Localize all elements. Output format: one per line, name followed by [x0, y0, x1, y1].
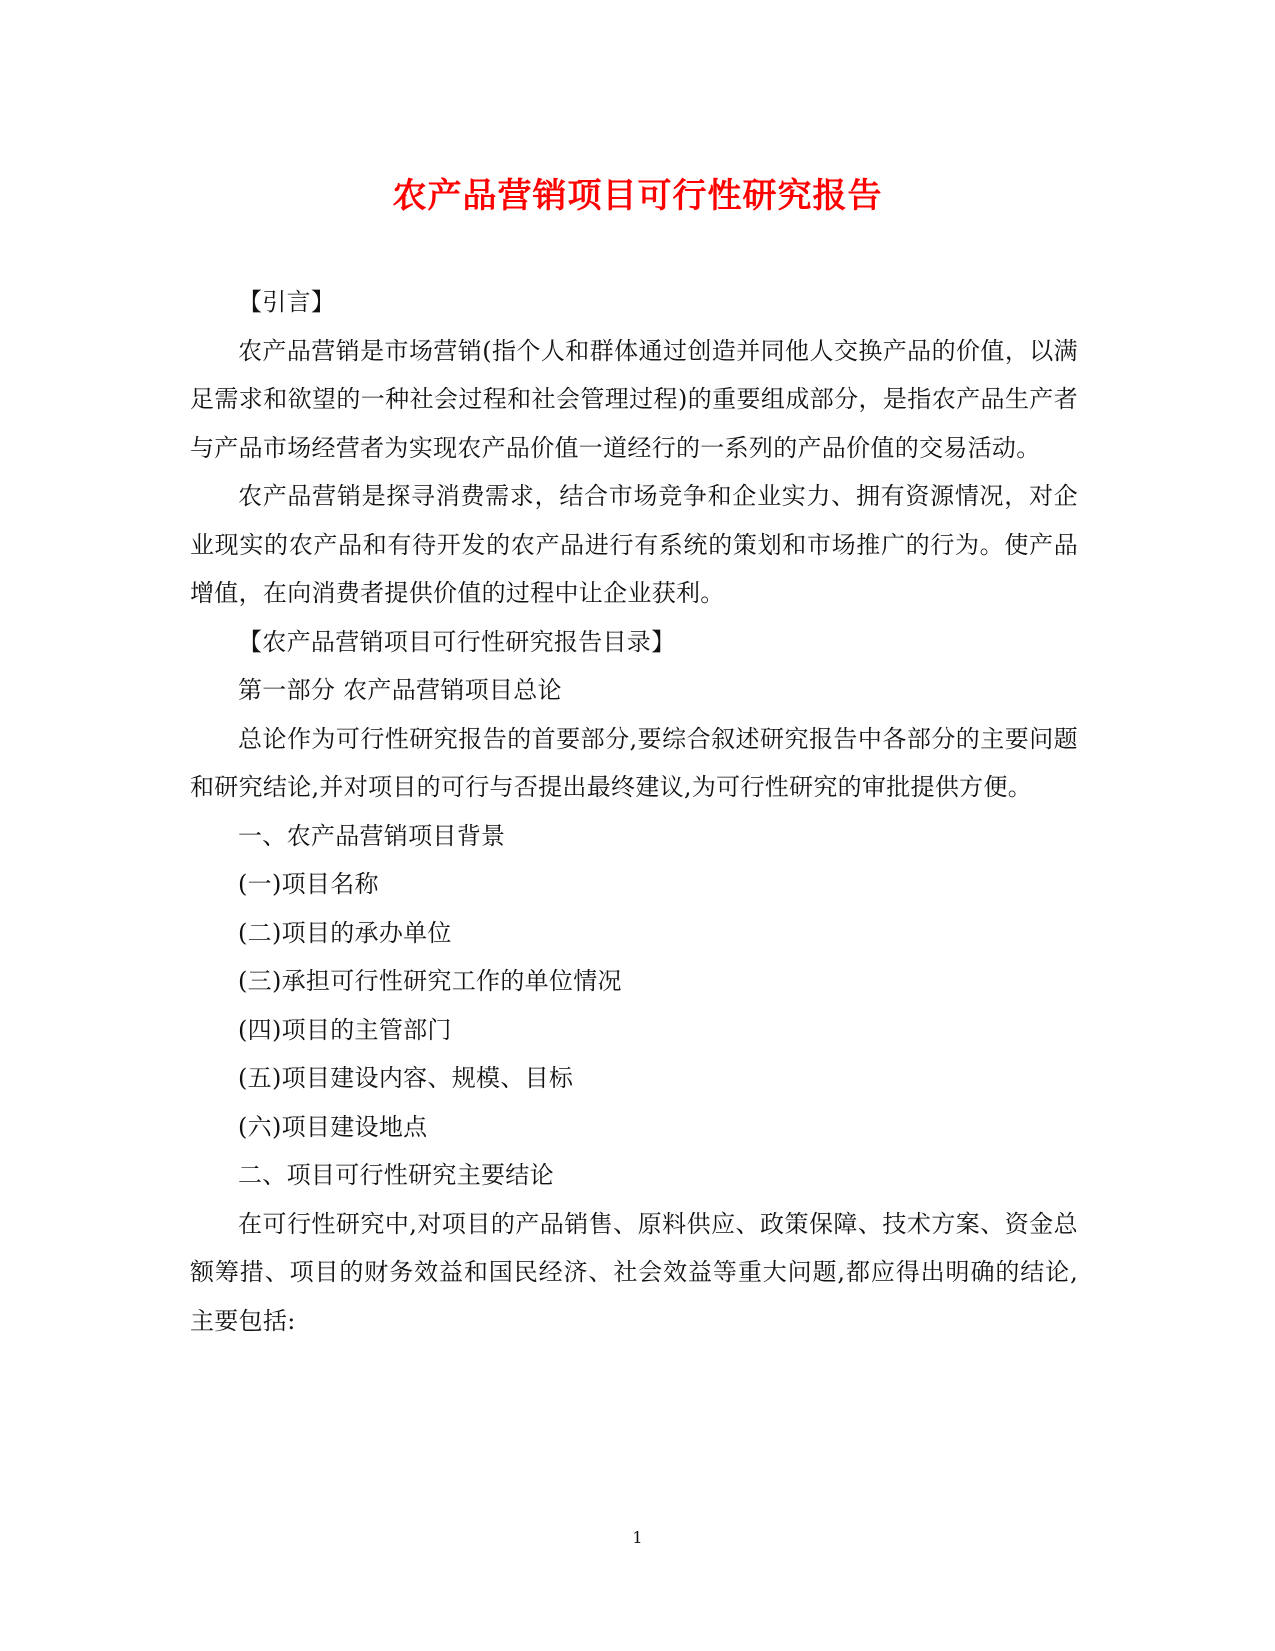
document-title: 农产品营销项目可行性研究报告 [392, 176, 883, 216]
chapter-heading: 一、农产品营销项目背景 [238, 821, 506, 850]
list-item: (六)项目建设地点 [238, 1112, 428, 1141]
paragraph: 农产品营销是市场营销(指个人和群体通过创造并同他人交换产品的价值，以满足需求和欲望的一种社会过程和社会管理过程)的重要组成部分，是指农产品生产者与产品市场经营者为实现农产品价值一道经行的一系列的产品价值的交易活动。 [190, 336, 1078, 462]
chapter-heading: 二、项目可行性研究主要结论 [238, 1161, 554, 1189]
list-item: (五)项目建设内容、规模、目标 [238, 1064, 574, 1092]
paragraph: 在可行性研究中,对项目的产品销售、原料供应、政策保障、技术方案、资金总额筹措、项目的财务效益和国民经济、社会效益等重大问题,都应得出明确的结论,主要包括: [190, 1209, 1078, 1335]
paragraph: 农产品营销是探寻消费需求，结合市场竞争和企业实力、拥有资源情况，对企业现实的农产品和有待开发的农产品进行有系统的策划和市场推广的行为。使产品增值，在向消费者提供价值的过程中让企业获利。 [190, 482, 1078, 607]
list-item: (一)项目名称 [238, 870, 379, 898]
document-body [190, 278, 1078, 1345]
list-item: (四)项目的主管部门 [238, 1015, 452, 1044]
paragraph: 总论作为可行性研究报告的首要部分,要综合叙述研究报告中各部分的主要问题和研究结论,并对项目的可行与否提出最终建议,为可行性研究的审批提供方便。 [190, 724, 1078, 801]
list-item: (二)项目的承办单位 [238, 918, 452, 947]
page-number: 1 [632, 1528, 643, 1547]
part-heading: 第一部分 农产品营销项目总论 [238, 676, 562, 704]
list-item: (三)承担可行性研究工作的单位情况 [238, 967, 622, 995]
section-heading-toc: 【农产品营销项目可行性研究报告目录】 [238, 627, 676, 656]
section-heading-intro: 【引言】 [238, 288, 336, 316]
